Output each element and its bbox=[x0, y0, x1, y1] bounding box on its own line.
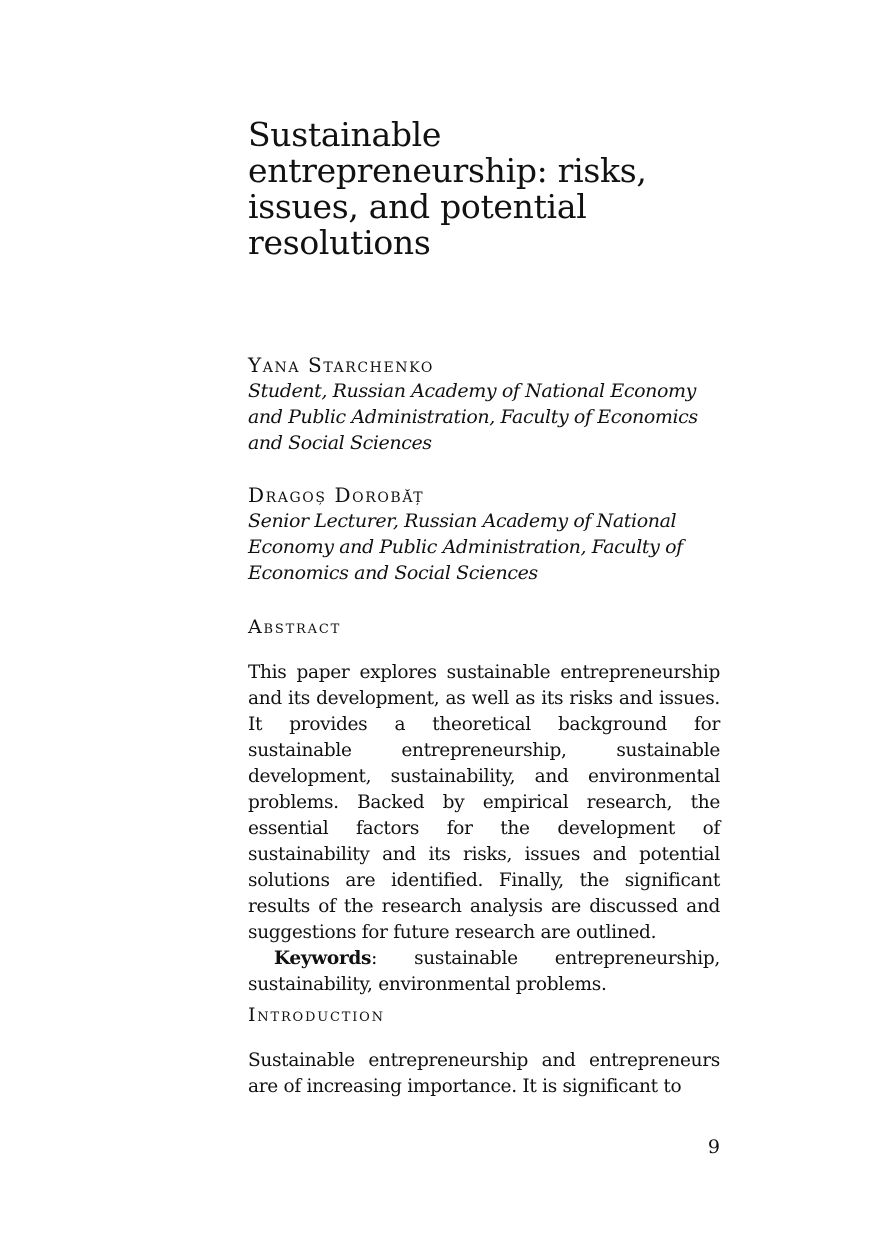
keywords-paragraph bbox=[248, 946, 720, 998]
author-block bbox=[248, 352, 720, 456]
author-name: Dragoș Dorobăț bbox=[248, 483, 425, 507]
author-name: Yana Starchenko bbox=[248, 353, 434, 377]
abstract-heading: Abstract bbox=[248, 616, 342, 638]
introduction-heading: Introduction bbox=[248, 1004, 385, 1026]
page-number: 9 bbox=[707, 1136, 720, 1158]
author-affiliation: Student, Russian Academy of National Economy and Public Administration, Faculty of Economics and Social Sciences bbox=[248, 380, 698, 454]
abstract-body bbox=[248, 660, 720, 998]
abstract-text: This paper explores sustainable entrepreneurship and its development, as well as its risks and issues. It provides a theoretical background for sustainable entrepreneurship, sustainable development, sustainability, and environmental problems. Backed by empirical research, the essential factors for the development of sustainability and its risks, issues and potential solutions are identified. Finally, the significant results of the research analysis are discussed and suggestions for future research are outlined. bbox=[248, 662, 720, 943]
introduction-text: Sustainable entrepreneurship and entrepreneurs are of increasing importance. It is significant to bbox=[248, 1050, 720, 1097]
author-affiliation: Senior Lecturer, Russian Academy of National Economy and Public Administration, Faculty of Economics and Social Sciences bbox=[248, 510, 683, 584]
keywords-label: Keywords bbox=[274, 948, 372, 969]
author-block bbox=[248, 482, 720, 586]
keywords-text: : sustainable entrepreneurship, sustainability, environmental problems. bbox=[248, 948, 720, 995]
paper-title: Sustainable entrepreneurship: risks, issues, and potential resolutions bbox=[248, 115, 647, 262]
